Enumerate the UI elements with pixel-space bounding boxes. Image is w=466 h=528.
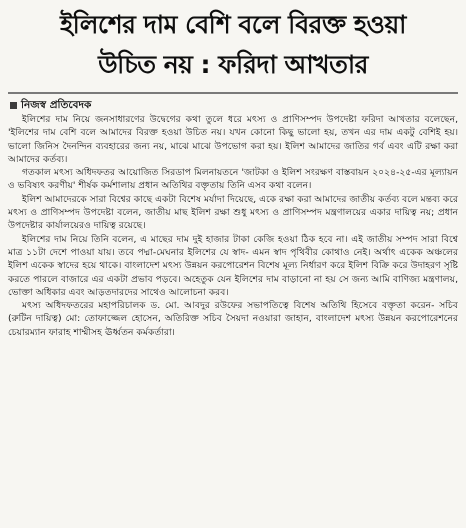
headline-line-1: ইলিশের দাম বেশি বলে বিরক্ত হওয়া: [60, 10, 406, 39]
paragraph-3: ইলিশ আমাদেরকে সারা বিশ্বের কাছে একটা বিশেষ মর্যাদা দিয়েছে, একে রক্ষা করা আমাদের জাতীয় কর্তব্য বলে মন্তব্য করে মৎস্য ও প্রাণিসম্পদ উপদেষ্টা বলেন, জাতীয় মাছ ইলিশ রক্ষা শুধু মৎস্য ও প্রাণিসম্পদ মন্ত্রণালয়ের একার দায়িত্ব নয়; প্রধান উপদেষ্টার কার্যালয়েরও দায়িত্ব রয়েছে।: [8, 193, 458, 232]
byline: [10, 98, 458, 112]
headline-divider: [8, 92, 458, 94]
article-body: [8, 113, 458, 339]
paragraph-5: মৎস্য অধিদফতরের মহাপরিচালক ড. মো. আবদুর রউফের সভাপতিত্বে বিশেষ অতিথি হিসেবে বক্তৃতা করেন- সচিব (রুটিন দায়িত্ব) মো: তোফাজ্জেল হোসেন, অতিরিক্ত সচিব সৈয়দা নওয়ারা জাহান, বাংলাদেশ মৎস্য উন্নয়ন করপোরেশনের চেয়ারম্যান ফারাহ শাম্মীসহ ঊর্ধ্বতন কর্মকর্তারা।: [8, 300, 458, 338]
paragraph-1: ইলিশের দাম নিয়ে জনসাধারণের উদ্বেগের কথা তুলে ধরে মৎস্য ও প্রাণিসম্পদ উপদেষ্টা ফরিদা আখতার বলেছেন, 'ইলিশের দাম বেশি বলে আমাদের বিরক্ত হওয়া উচিত নয়। যখন কোনো কিছু ভালো হয়, তখন এর দাম একটু বেশিই হয়। ভালো জিনিস দৈনন্দিন ব্যবহারের জন্য নয়, মাঝে মাঝে উপভোগ করা হয়। ইলিশ আমাদের জাতির গর্ব এবং এটি রক্ষা করা আমাদের কর্তব্য।: [8, 114, 458, 165]
paragraph-4: ইলিশের দাম নিয়ে তিনি বলেন, এ মাছের দাম দুই হাজার টাকা কেজি হওয়া ঠিক হবে না। এই জাতীয় সম্পদ সারা বিশ্বে মাত্র ১১টা দেশে পাওয়া যায়। তবে পদ্মা-মেঘনার ইলিশের যে স্বাদ- এমন স্বাদ পৃথিবীর কোথাও নেই। অর্থাৎ একেক অঞ্চলের ইলিশ একেক স্বাদের হয়ে থাকে। বাংলাদেশ মৎস্য উন্নয়ন করপোরেশন বিশেষ মূল্য নির্ধারণ করে ইলিশ বিক্রি করে উদাহরণ সৃষ্টি করতে পারলে বাজারে এর একটা প্রভাব পড়বে। অহেতুক যেন ইলিশের দাম বাড়ানো না হয় সে জন্য আমি বাণিজ্য মন্ত্রণালয়, ভোক্তা অধিকার এবং আড়তদারদের সাথেও আলোচনা করব।: [8, 233, 458, 298]
paragraph-2: গতকাল মৎস্য অধিদফতর আয়োজিত সিরডাপ মিলনায়তনে 'জাটকা ও ইলিশ সংরক্ষণ বাস্তবায়ন ২০২৪-২৫-এর মূল্যায়ন ও ভবিষ্যৎ করণীয়' শীর্ষক কর্মশালায় প্রধান অতিথির বক্তৃতায় তিনি এসব কথা বলেন।: [8, 167, 458, 192]
byline-text: নিজস্ব প্রতিবেদক: [21, 99, 92, 111]
headline-line-2: উচিত নয় : ফরিদা আখতার: [98, 50, 368, 79]
square-bullet-icon: [10, 102, 17, 109]
